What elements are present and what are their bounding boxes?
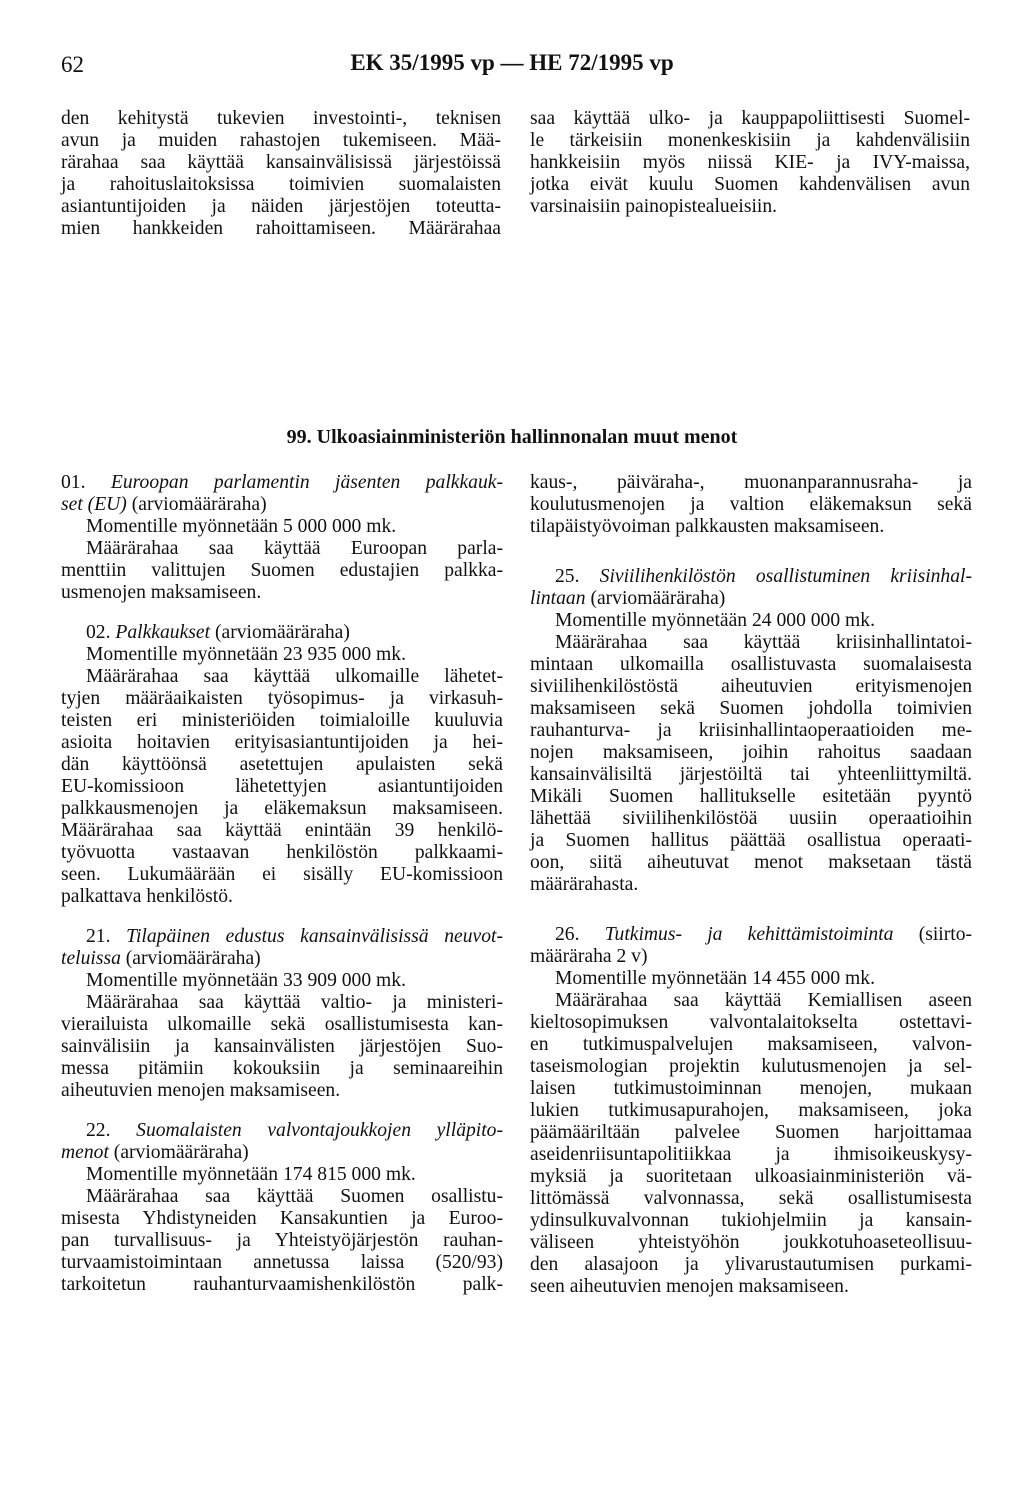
- item-title-line: [61, 472, 503, 494]
- item-title-line: [61, 494, 503, 516]
- text-line: seen. Lukumäärään ei sisälly EU-komissioon: [61, 864, 503, 885]
- text-line: Määrärahaa saa käyttää Suomen osallistu-: [86, 1186, 503, 1207]
- item-type: (arviomääräraha): [131, 494, 267, 515]
- text-line: tarkoitetun rauhanturvaamishenkilöstön palk-: [61, 1274, 503, 1295]
- item-type: (arviomääräraha): [214, 622, 350, 643]
- item-number: 25.: [555, 566, 580, 587]
- item-title: Suomalaisten valvontajoukkojen ylläpito-: [136, 1120, 504, 1141]
- text-line: työvuotta vastaavan henkilöstön palkkaami-: [61, 842, 503, 863]
- text-line: taseismologian projektin kulutusmenojen ja sel-: [530, 1056, 972, 1077]
- text-line: den kehitystä tukevien investointi-, teknisen: [61, 108, 501, 129]
- text-line: oon, siitä aiheutuvat menot maksetaan tästä: [530, 852, 972, 873]
- item-26: [530, 924, 972, 1298]
- text-line: teisten eri ministeriöiden toimialoille kuuluvia: [61, 710, 503, 731]
- item-title: Palkkaukset: [115, 622, 211, 643]
- text-line: jotka eivät kuulu Suomen kahdenvälisen avun: [530, 174, 970, 195]
- text-line: määrärahasta.: [530, 874, 639, 895]
- text-line: EU-komissioon lähetettyjen asiantuntijoiden: [61, 776, 503, 797]
- item-type: (arviomääräraha): [590, 588, 726, 609]
- text-line: päämääriltään palvelee Suomen harjoittamaa: [530, 1122, 972, 1143]
- text-line: siviilihenkilöstöstä aiheutuvien erityismenojen: [530, 676, 972, 697]
- text-line: koulutusmenojen ja valtion eläkemaksun sekä: [530, 494, 972, 515]
- text-line: tilapäistyövoiman palkkausten maksamiseen.: [530, 516, 885, 537]
- item-number: 02.: [86, 622, 111, 643]
- text-line: mien hankkeiden rahoittamiseen. Määrärahaa: [61, 218, 501, 239]
- item-title-line: [530, 588, 972, 610]
- item-01: [61, 472, 503, 604]
- text-line: den alasajoon ja ylivarustautumisen purkami-: [530, 1254, 972, 1275]
- text-line: kansainvälisiltä järjestöiltä tai yhteenliittymiltä.: [530, 764, 972, 785]
- item-type: (arviomääräraha): [113, 1142, 249, 1163]
- top-left-column: [61, 108, 501, 240]
- item-title-line: [61, 1142, 503, 1164]
- item-number: 26.: [555, 924, 580, 945]
- item-25: [530, 566, 972, 896]
- item-title-line: [61, 1120, 503, 1142]
- text-line: asioita hoitavien erityisasiantuntijoiden ja hei-: [61, 732, 503, 753]
- text-line: le tärkeisiin monenkeskisiin ja kahdenvälisiin: [530, 130, 970, 151]
- text-line: laisen tutkimustoiminnan menojen, mukaan: [530, 1078, 972, 1099]
- text-line: varsinaisiin painopistealueisiin.: [530, 196, 778, 217]
- item-title: Euroopan parlamentin jäsenten palkkauk-: [110, 472, 503, 493]
- text-line: ja Suomen hallitus päättää osallistua operaati-: [530, 830, 972, 851]
- item-title-line: [61, 926, 503, 948]
- item-title: Siviilihenkilöstön osallistuminen kriisinhal-: [599, 566, 972, 587]
- item-amount: Momentille myönnetään 33 909 000 mk.: [86, 970, 406, 991]
- text-line: littömässä valvonnassa, sekä osallistumisesta: [530, 1188, 972, 1209]
- item-title: Tutkimus- ja kehittämistoiminta: [604, 924, 894, 945]
- item-number: 21.: [86, 926, 111, 947]
- text-line: nojen maksamiseen, joihin rahoitus saadaan: [530, 742, 972, 763]
- text-line: lähettää siviilihenkilöstöä uusiin operaatioihin: [530, 808, 972, 829]
- item-amount: Momentille myönnetään 5 000 000 mk.: [86, 516, 397, 537]
- text-line: kieltosopimuksen valvontalaitokselta ostettavi-: [530, 1012, 972, 1033]
- text-line: en tutkimuspalvelujen maksamiseen, valvon-: [530, 1034, 972, 1055]
- item-title-line: [530, 566, 972, 588]
- item-type: (siirto-: [918, 924, 973, 945]
- item-22-continued: [530, 472, 972, 538]
- item-title: Tilapäinen edustus kansainvälisissä neuvot-: [126, 926, 503, 947]
- item-02: [61, 622, 503, 908]
- item-title-line: [61, 948, 503, 970]
- item-title: menot: [61, 1142, 109, 1163]
- running-head: EK 35/1995 vp — HE 72/1995 vp: [350, 50, 674, 75]
- text-line: ja rahoituslaitoksissa toimivien suomalaisten: [61, 174, 501, 195]
- text-line: seen aiheutuvien menojen maksamiseen.: [530, 1276, 849, 1297]
- text-line: misesta Yhdistyneiden Kansakuntien ja Euroo-: [61, 1208, 503, 1229]
- text-line: rärahaa saa käyttää kansainvälisissä järjestöissä: [61, 152, 501, 173]
- text-line: hankkeisiin myös niissä KIE- ja IVY-maissa,: [530, 152, 970, 173]
- item-number: 01.: [61, 472, 86, 493]
- item-title: set (EU): [61, 494, 127, 515]
- right-column: [530, 472, 972, 1298]
- text-line: aiheutuvien menojen maksamiseen.: [61, 1080, 341, 1101]
- text-line: ydinsulkuvalvonnan tukiohjelmiin ja kansain-: [530, 1210, 972, 1231]
- text-line: saa käyttää ulko- ja kauppapoliittisesti Suomel-: [530, 108, 970, 129]
- text-line: palkkausmenojen ja eläkemaksun maksamiseen.: [61, 798, 503, 819]
- page-number: 62: [61, 52, 84, 77]
- item-title-line: [530, 924, 972, 946]
- text-line: myksiä ja suoritetaan ulkoasiainministeriön vä-: [530, 1166, 972, 1187]
- text-line: pan turvallisuus- ja Yhteistyöjärjestön rauhan-: [61, 1230, 503, 1251]
- item-22: [61, 1120, 503, 1296]
- text-line: lukien tutkimusapurahojen, maksamiseen, joka: [530, 1100, 972, 1121]
- item-title-line: määräraha 2 v): [530, 946, 648, 967]
- text-line: avun ja muiden rahastojen tukemiseen. Mää-: [61, 130, 501, 151]
- text-line: usmenojen maksamiseen.: [61, 582, 262, 603]
- text-line: Määrärahaa saa käyttää Euroopan parla-: [86, 538, 503, 559]
- item-title: lintaan: [530, 588, 586, 609]
- item-number: 22.: [86, 1120, 111, 1141]
- section-heading: 99. Ulkoasiainministeriön hallinnonalan muut menot: [286, 426, 738, 448]
- item-type: (arviomääräraha): [125, 948, 261, 969]
- text-line: turvaamistoimintaan annetussa laissa (520/93): [61, 1252, 503, 1273]
- text-line: Määrärahaa saa käyttää enintään 39 henkilö-: [61, 820, 503, 841]
- text-line: sainvälisiin ja kansainvälisten järjestöjen Suo-: [61, 1036, 503, 1057]
- text-line: väliseen yhteistyöhön joukkotuhoaseteollisuu-: [530, 1232, 972, 1253]
- top-right-column: [530, 108, 970, 218]
- text-line: Määrärahaa saa käyttää ulkomaille lähetet-: [86, 666, 503, 687]
- text-line: aseidenriisuntapolitiikkaa ja ihmisoikeuskysy-: [530, 1144, 972, 1165]
- left-column: [61, 472, 503, 1296]
- item-21: [61, 926, 503, 1102]
- item-amount: Momentille myönnetään 24 000 000 mk.: [555, 610, 875, 631]
- text-line: tyjen määräaikaisten työsopimus- ja virkasuh-: [61, 688, 503, 709]
- text-line: dän käyttöönsä asetettujen apulaisten sekä: [61, 754, 503, 775]
- item-amount: Momentille myönnetään 174 815 000 mk.: [86, 1164, 416, 1185]
- text-line: menttiin valittujen Suomen edustajien palkka-: [61, 560, 503, 581]
- text-line: Määrärahaa saa käyttää kriisinhallintatoi-: [555, 632, 972, 653]
- text-line: maksamiseen sekä Suomen johdolla toimivien: [530, 698, 972, 719]
- text-line: kaus-, päiväraha-, muonanparannusraha- ja: [530, 472, 972, 493]
- text-line: messa pitämiin kokouksiin ja seminaareihin: [61, 1058, 503, 1079]
- text-line: Määrärahaa saa käyttää valtio- ja ministeri-: [86, 992, 503, 1013]
- item-amount: Momentille myönnetään 14 455 000 mk.: [555, 968, 875, 989]
- text-line: Mikäli Suomen hallitukselle esitetään pyyntö: [530, 786, 972, 807]
- text-line: Määrärahaa saa käyttää Kemiallisen aseen: [555, 990, 972, 1011]
- text-line: vierailuista ulkomaille sekä osallistumisesta kan-: [61, 1014, 503, 1035]
- item-amount: Momentille myönnetään 23 935 000 mk.: [86, 644, 406, 665]
- text-line: asiantuntijoiden ja näiden järjestöjen toteutta-: [61, 196, 501, 217]
- item-title: teluissa: [61, 948, 121, 969]
- item-title-line: [61, 622, 503, 644]
- text-line: palkattava henkilöstö.: [61, 886, 233, 907]
- text-line: rauhanturva- ja kriisinhallintaoperaatioiden me-: [530, 720, 972, 741]
- text-line: mintaan ulkomailla osallistuvasta suomalaisesta: [530, 654, 972, 675]
